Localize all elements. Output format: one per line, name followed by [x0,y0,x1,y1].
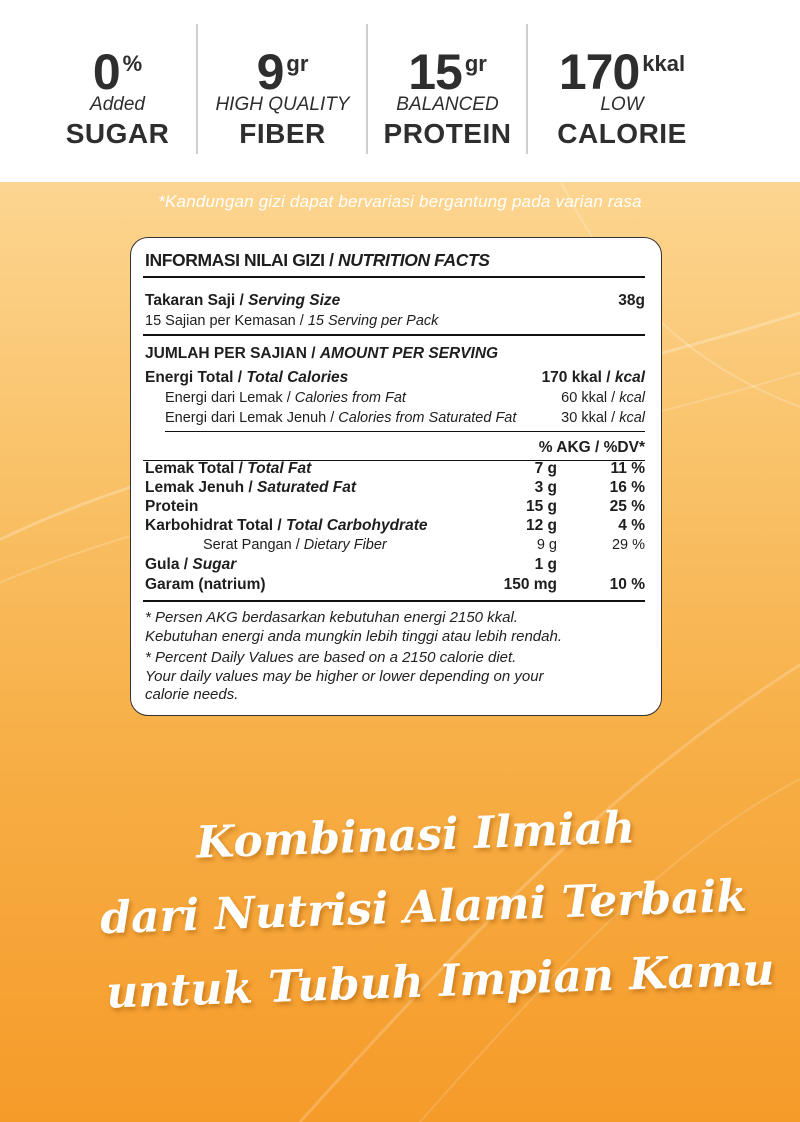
nutrient-row-sugar: Gula / Sugar 1 g [145,556,557,573]
calories-from-fat-row: Energi dari Lemak / Calories from Fat 60 kkal / kcal [165,390,645,406]
stat-main: PROTEIN [383,118,512,149]
footnote-akg: * Persen AKG berdasarkan kebutuhan energi 2150 kkal. [145,609,519,626]
amount-per-serving-header: JUMLAH PER SAJIAN / AMOUNT PER SERVING [145,345,499,362]
nutrient-row-sodium: Garam (natrium) 150 mg 10 % [145,576,645,593]
stat-number: 15 [408,44,462,100]
stat-number: 9 [256,44,284,100]
stat-sub: BALANCED [396,94,499,115]
stat-unit: gr [286,51,309,76]
panel-title: INFORMASI NILAI GIZI / NUTRITION FACTS [145,250,490,270]
footnote-dv: * Percent Daily Values are based on a 2150 calorie diet. [145,649,517,666]
stat-divider [366,24,368,154]
stat-protein [370,30,525,160]
stat-unit: gr [464,51,487,76]
stat-sub: Added [90,94,145,115]
nutrient-row-saturated-fat: Lemak Jenuh / Saturated Fat 3 g 16 % [145,479,645,496]
slogan-line-3: untuk Tubuh Impian Kamu [105,944,776,1019]
stat-calorie [532,30,712,160]
footnote-dv-2: Your daily values may be higher or lower depending on your [145,668,544,685]
stat-unit: % [122,51,143,76]
footnote-dv-3: calorie needs. [145,686,239,703]
stat-number: 170 [558,44,640,100]
stat-divider [526,24,528,154]
energy-total-row: Energi Total / Total Calories 170 kkal / kcal [145,369,645,386]
stat-main: CALORIE [557,118,687,149]
stat-sub: LOW [600,94,644,115]
stat-main: SUGAR [65,118,170,149]
stat-sub: HIGH QUALITY [215,94,350,115]
servings-per-pack-row: 15 Sajian per Kemasan / 15 Serving per Pack [145,313,439,329]
nutrient-row-protein: Protein 15 g 25 % [145,498,645,515]
rule [143,276,645,278]
stat-unit: kkal [642,51,686,76]
rule [165,431,645,432]
variant-disclaimer: *Kandungan gizi dapat bervariasi bergantung pada varian rasa [158,192,642,211]
nutrient-row-dietary-fiber: Serat Pangan / Dietary Fiber 9 g 29 % [203,537,645,553]
stat-number: 0 [92,44,120,100]
rule [143,600,645,602]
stats-band [0,0,800,182]
nutrient-row-total-fat: Lemak Total / Total Fat 7 g 11 % [145,460,645,477]
calories-from-satfat-row: Energi dari Lemak Jenuh / Calories from Saturated Fat 30 kkal / kcal [165,410,645,426]
slogan-line-2: dari Nutrisi Alami Terbaik [99,870,748,945]
nutrition-facts-panel [130,237,662,716]
nutrient-row-carbohydrate: Karbohidrat Total / Total Carbohydrate 12 g 4 % [145,517,645,534]
rule [143,334,645,336]
stat-fiber [200,30,365,160]
footnote-akg-2: Kebutuhan energi anda mungkin lebih tinggi atau lebih rendah. [145,628,562,645]
stat-sugar [40,30,195,160]
stat-main: FIBER [239,118,326,149]
serving-size-row: Takaran Saji / Serving Size 38g [145,292,645,309]
akg-header: % AKG / %DV* [538,439,645,456]
slogan-line-1: Kombinasi Ilmiah [195,802,636,869]
stat-divider [196,24,198,154]
